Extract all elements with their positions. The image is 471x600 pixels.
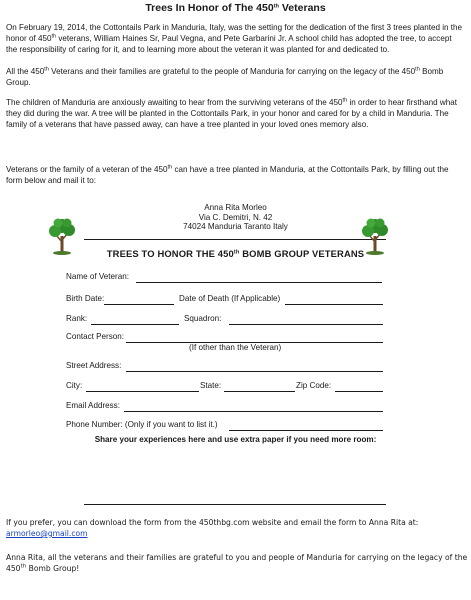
- form-title-text-end: BOMB GROUP VETERANS: [239, 248, 365, 259]
- street-label: Street Address:: [66, 361, 122, 370]
- address-name: Anna Rita Morleo: [204, 203, 267, 212]
- intro-paragraph: [6, 23, 464, 55]
- email-field[interactable]: [124, 411, 383, 412]
- birth-date-field[interactable]: [104, 304, 174, 305]
- death-date-field[interactable]: [285, 304, 383, 305]
- para1-text: On February 19, 2014, the Cottontails Park in Manduria, Italy, was the setting for the dedication of the first 3 trees planted in the honor of 450: [6, 23, 463, 43]
- phone-field[interactable]: [229, 430, 383, 431]
- para1-sup: th: [51, 33, 57, 40]
- state-field[interactable]: [224, 391, 295, 392]
- zip-label: Zip Code:: [296, 381, 332, 390]
- share-experiences-prompt: Share your experiences here and use extra paper if you need more room:: [94, 435, 377, 444]
- para2-sup2: th: [415, 66, 420, 73]
- address-street: Via C. Demitri, N. 42: [198, 212, 273, 222]
- para4-text-end: can have a tree planted in Manduria, at the Cottontails Park, by filling out the form below and mail it to:: [6, 165, 449, 185]
- download-note: [6, 518, 468, 540]
- phone-label: Phone Number: (Only if you want to list it.): [66, 420, 218, 429]
- birth-date-label: Birth Date:: [66, 294, 105, 303]
- closing-thanks: [6, 553, 468, 575]
- closing-text-end: Bomb Group!: [26, 563, 80, 573]
- title-text: Trees In Honor of The 450: [145, 2, 274, 14]
- para3-sup: th: [342, 97, 348, 104]
- para3-text-end: in order to hear firsthand what they did during the war. A tree will be planted in the Cottontails Park, in your honor and cared for by a child in Manduria. The family of a veterans that have passed away, can have a tree planted in your loved ones memory also.: [6, 98, 457, 129]
- email-link[interactable]: armorleo@gmail.com: [6, 528, 88, 538]
- closing-text: Anna Rita, all the veterans and their families are grateful to you and people of Manduria for carrying on the legacy of the 450: [6, 553, 468, 573]
- squadron-label: Squadron:: [184, 314, 222, 323]
- title-sup: th: [273, 3, 279, 10]
- state-label: State:: [200, 381, 222, 390]
- contact-label: Contact Person:: [66, 332, 125, 341]
- name-label: Name of Veteran:: [66, 272, 129, 281]
- download-text: If you prefer, you can download the form from the 450thbg.com website and email the form to Anna Rita at:: [6, 518, 419, 527]
- para2-text-end: Bomb Group.: [6, 67, 444, 87]
- form-top-divider: [84, 239, 386, 240]
- contact-note: (If other than the Veteran): [189, 343, 282, 352]
- rank-field[interactable]: [91, 324, 179, 325]
- form-bottom-divider: [84, 504, 386, 505]
- para2-sup1: th: [44, 66, 49, 73]
- para1-text-end: veterans, William Haines Sr, Paul Vegna, and Pete Garbarini Jr. A school child has adopted the tree, to accept the responsibility of caring for it, and to learning more about the veteran it was planted for and dedicated to.: [6, 33, 452, 54]
- rank-label: Rank:: [66, 314, 88, 323]
- city-label: City:: [66, 381, 83, 390]
- para2-text-mid: Veterans and their families are grateful to the people of Manduria for carrying on the legacy of the 450: [48, 67, 416, 76]
- death-date-label: Date of Death (If Applicable): [179, 294, 281, 303]
- form-title-sup: th: [233, 249, 240, 256]
- email-label: Email Address:: [66, 401, 120, 410]
- para4-text: Veterans or the family of a veteran of the 450: [6, 165, 168, 174]
- para2-text: All the 450: [6, 67, 45, 76]
- closing-sup: th: [20, 563, 27, 570]
- address-city: 74024 Manduria Taranto Italy: [183, 222, 288, 232]
- para3-text: The children of Manduria are anxiously awaiting to hear from the surviving veterans of the 450: [6, 98, 343, 107]
- street-field[interactable]: [126, 371, 383, 372]
- instructions-paragraph: [6, 165, 464, 187]
- name-field[interactable]: [136, 282, 382, 283]
- grateful-paragraph: [6, 67, 464, 89]
- squadron-field[interactable]: [229, 324, 383, 325]
- city-field[interactable]: [86, 391, 199, 392]
- form-title-text: TREES TO HONOR THE 450: [106, 248, 234, 259]
- zip-field[interactable]: [335, 391, 383, 392]
- title-text-end: Veterans: [278, 2, 326, 14]
- children-paragraph: [6, 98, 464, 130]
- form-title: [0, 248, 471, 259]
- page-title: [0, 2, 471, 14]
- para4-sup: th: [167, 164, 173, 171]
